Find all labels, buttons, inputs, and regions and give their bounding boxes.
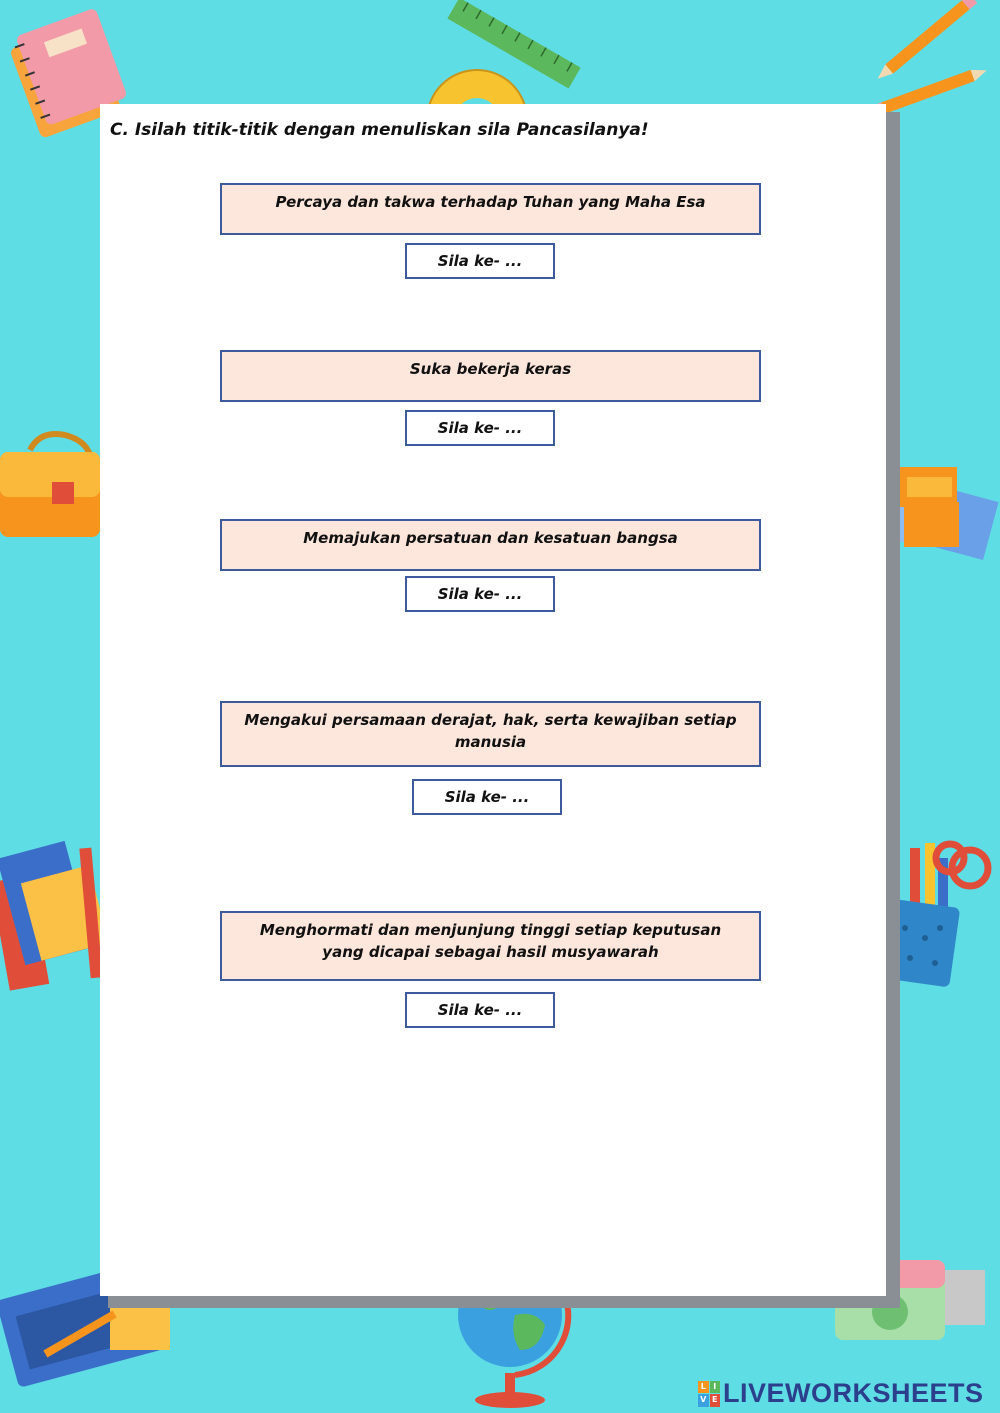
statement-box-4: Mengakui persamaan derajat, hak, serta kewajiban setiap manusia	[220, 701, 761, 767]
answer-input-3[interactable]: Sila ke- ...	[405, 576, 555, 612]
logo-letter-i: I	[710, 1381, 721, 1394]
answer-input-5[interactable]: Sila ke- ...	[405, 992, 555, 1028]
statement-box-3: Memajukan persatuan dan kesatuan bangsa	[220, 519, 761, 571]
liveworksheets-brand[interactable]	[698, 1378, 984, 1409]
statement-box-5: Menghormati dan menjunjung tinggi setiap keputusan yang dicapai sebagai hasil musyawarah	[220, 911, 761, 981]
logo-letter-e: E	[710, 1394, 721, 1407]
answer-input-1[interactable]: Sila ke- ...	[405, 243, 555, 279]
brand-logo-icon	[698, 1381, 720, 1407]
statement-box-2: Suka bekerja keras	[220, 350, 761, 402]
logo-letter-v: V	[698, 1394, 709, 1407]
brand-name: LIVEWORKSHEETS	[723, 1378, 984, 1408]
answer-input-4[interactable]: Sila ke- ...	[412, 779, 562, 815]
worksheet-paper	[100, 104, 886, 1296]
logo-letter-l: L	[698, 1381, 709, 1394]
answer-input-2[interactable]: Sila ke- ...	[405, 410, 555, 446]
instruction-heading: C. Isilah titik-titik dengan menuliskan sila Pancasilanya!	[110, 120, 649, 140]
statement-box-1: Percaya dan takwa terhadap Tuhan yang Maha Esa	[220, 183, 761, 235]
